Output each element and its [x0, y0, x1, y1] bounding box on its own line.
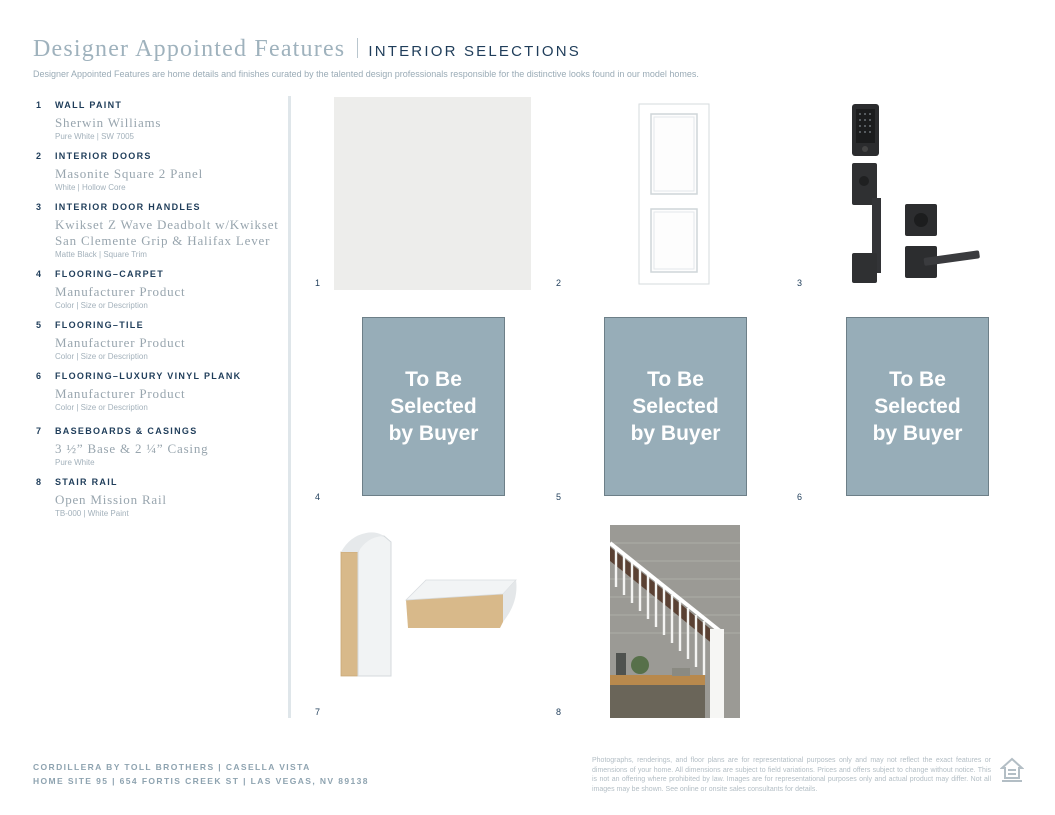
- tile-number: 5: [556, 492, 562, 502]
- tile-number: 8: [556, 707, 562, 717]
- title-divider: [357, 38, 358, 58]
- selection-category: FLOORING–CARPET: [55, 269, 165, 279]
- selection-number: 7: [36, 426, 43, 436]
- selection-category: WALL PAINT: [55, 100, 123, 110]
- selection-number: 1: [36, 100, 43, 110]
- selection-value: Kwikset Z Wave Deadbolt w/Kwikset San Clemente Grip & Halifax Lever: [55, 217, 279, 248]
- placeholder-line: by Buyer: [872, 422, 963, 445]
- selection-item: [36, 477, 281, 518]
- selection-detail: Color | Size or Description: [55, 301, 148, 310]
- placeholder-tile-lvp: [846, 317, 989, 496]
- selection-value: Open Mission Rail: [55, 492, 167, 507]
- equal-housing-icon: [1000, 757, 1024, 783]
- title-row: [33, 36, 1033, 63]
- tile-number: 2: [556, 278, 562, 288]
- tile-number: 4: [315, 492, 321, 502]
- stair-rail-image: [610, 525, 740, 718]
- selection-category: INTERIOR DOORS: [55, 151, 152, 161]
- selection-value: 3 ½” Base & 2 ¼” Casing: [55, 441, 209, 456]
- placeholder-line: by Buyer: [388, 422, 479, 445]
- placeholder-line: by Buyer: [630, 422, 721, 445]
- selection-detail: TB-000 | White Paint: [55, 509, 129, 518]
- selection-item: [36, 371, 281, 412]
- selection-number: 8: [36, 477, 43, 487]
- footer-disclaimer: Photographs, renderings, and floor plans are for representational purposes only and may not reflect the exact features or dimensions of your home. All dimensions are subject to field variations. Prices and offers subject to change without notice. This is not an offering where prohibited by law. Images are for representational purposes only and actual product may differ. Not all images may be shown. See online or onsite sales consultants for details.: [592, 757, 991, 793]
- selection-category: STAIR RAIL: [55, 477, 118, 487]
- selection-detail: Color | Size or Description: [55, 352, 148, 361]
- placeholder-tile-carpet: [362, 317, 505, 496]
- selection-detail: Color | Size or Description: [55, 403, 148, 412]
- selection-value: Masonite Square 2 Panel: [55, 166, 204, 181]
- tile-number: 1: [315, 278, 321, 288]
- tile-number: 3: [797, 278, 803, 288]
- vertical-divider: [288, 96, 291, 718]
- header: [33, 36, 1033, 79]
- selection-category: FLOORING–LUXURY VINYL PLANK: [55, 371, 242, 381]
- placeholder-line: To Be: [405, 368, 462, 391]
- door-image: [638, 103, 710, 285]
- page-subtitle: INTERIOR SELECTIONS: [368, 43, 582, 60]
- selection-number: 6: [36, 371, 43, 381]
- selection-number: 3: [36, 202, 43, 212]
- community-line: CORDILLERA BY TOLL BROTHERS | CASELLA VISTA: [33, 762, 311, 772]
- paint-swatch-image: [334, 97, 531, 290]
- selection-item: [36, 269, 281, 310]
- selection-detail: Matte Black | Square Trim: [55, 250, 147, 259]
- selection-number: 5: [36, 320, 43, 330]
- selection-item: [36, 426, 281, 467]
- selection-value: Manufacturer Product: [55, 284, 186, 299]
- tile-number: 6: [797, 492, 803, 502]
- selection-detail: Pure White: [55, 458, 95, 467]
- placeholder-tile-tile: [604, 317, 747, 496]
- selection-number: 2: [36, 151, 43, 161]
- selection-category: INTERIOR DOOR HANDLES: [55, 202, 201, 212]
- page-title: Designer Appointed Features: [33, 36, 346, 62]
- address-line: HOME SITE 95 | 654 FORTIS CREEK ST | LAS VEGAS, NV 89138: [33, 776, 369, 786]
- intro-text: Designer Appointed Features are home details and finishes curated by the talented design professionals responsible for the distinctive looks found in our model homes.: [33, 69, 699, 79]
- baseboard-casing-image: [338, 530, 520, 680]
- selection-value: Manufacturer Product: [55, 335, 186, 350]
- selection-value: Sherwin Williams: [55, 115, 162, 130]
- placeholder-line: To Be: [647, 368, 704, 391]
- door-hardware-image: [848, 103, 986, 288]
- selection-category: BASEBOARDS & CASINGS: [55, 426, 198, 436]
- selection-item: [36, 320, 281, 361]
- selection-item: [36, 100, 281, 141]
- selection-detail: White | Hollow Core: [55, 183, 126, 192]
- selection-item: [36, 151, 281, 192]
- tile-number: 7: [315, 707, 321, 717]
- selections-list: [36, 100, 281, 528]
- placeholder-line: Selected: [632, 395, 719, 418]
- selection-value: Manufacturer Product: [55, 386, 186, 401]
- selection-item: [36, 202, 281, 259]
- selection-category: FLOORING–TILE: [55, 320, 144, 330]
- placeholder-line: To Be: [889, 368, 946, 391]
- selection-number: 4: [36, 269, 43, 279]
- placeholder-line: Selected: [874, 395, 961, 418]
- footer-community: [33, 760, 369, 788]
- placeholder-line: Selected: [390, 395, 477, 418]
- selection-detail: Pure White | SW 7005: [55, 132, 134, 141]
